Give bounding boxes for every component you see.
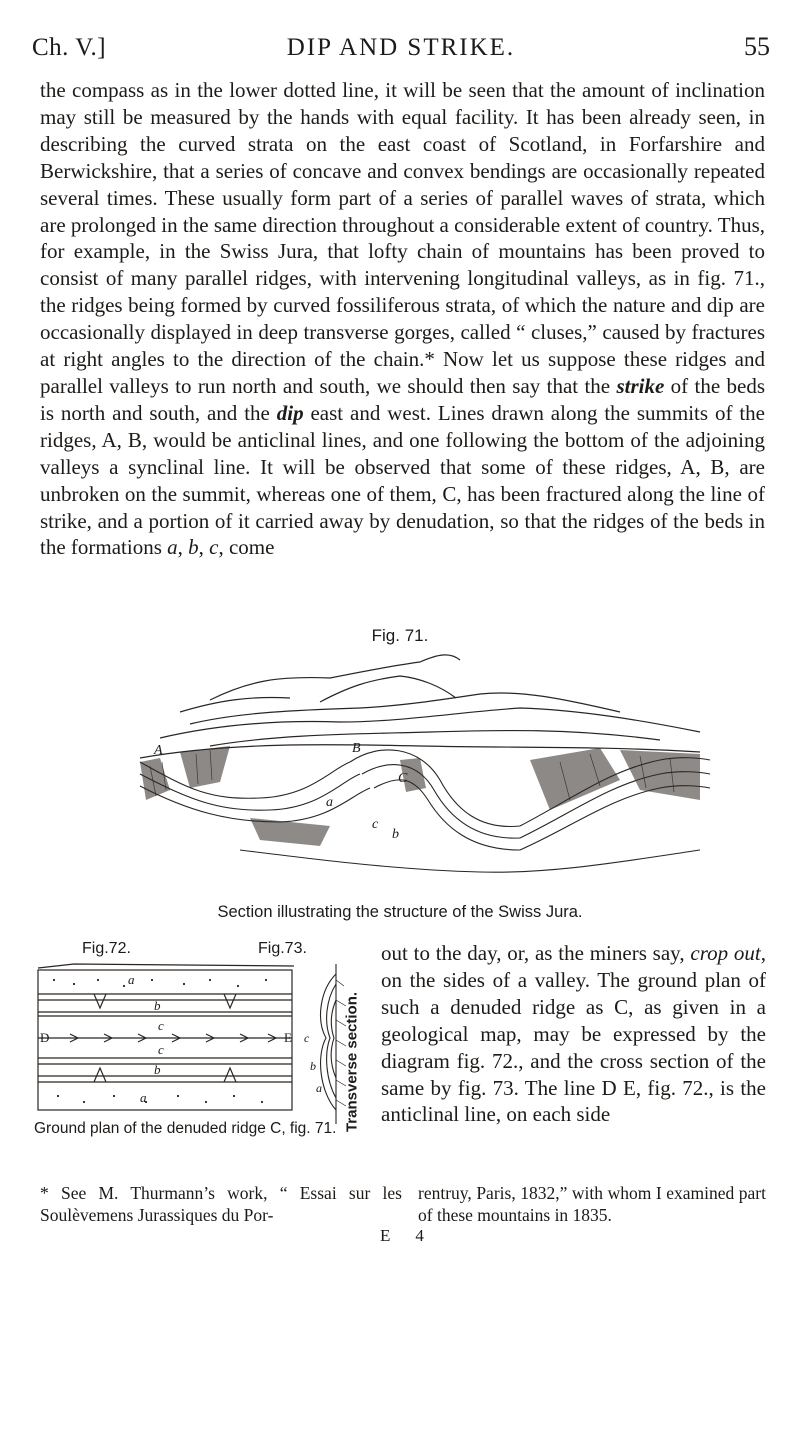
text-segment: east and west. Lines drawn along the summits of the ridges, A, B, would be anticlinal lines, and one following the bottom of the adjoining valleys a synclinal line. It will be observed that some of these ridges, A, B, are unbroken on the summit, whereas one of them, C, has been fractured along the line of strike, and a portion of it carried away by denudation, so that the ridges of the beds in the formations <box>40 400 765 560</box>
forest-hatching <box>140 758 170 800</box>
plan-frame <box>38 970 292 1110</box>
mark-A: A <box>154 743 163 758</box>
mark-a: a <box>326 795 333 810</box>
figure-72-ground-plan <box>34 960 298 1120</box>
page-number: 55 <box>744 32 770 61</box>
ridge-outline <box>160 708 700 738</box>
footnote-left-column: * See M. Thurmann’s work, “ Essai sur les Soulèvemens Jurassiques du Por- <box>40 1183 402 1225</box>
formation-a: a <box>167 535 178 560</box>
text-segment: , <box>177 535 189 560</box>
chapter-marker: Ch. V.] <box>32 34 107 61</box>
text-segment: of the beds is north and south, and the <box>40 373 765 425</box>
section-mark-a: a <box>316 1081 322 1095</box>
figure-71-jura-section <box>100 650 712 900</box>
mark-B: B <box>352 741 361 756</box>
forest-hatching <box>250 818 330 846</box>
text-segment: out to the day, or, as the miners say, <box>381 941 691 965</box>
base-line <box>240 850 700 872</box>
term-strike: strike <box>616 373 665 398</box>
dip-arrow <box>94 994 106 1008</box>
ridge-outline <box>320 676 456 702</box>
plan-mark-E: E <box>284 1030 292 1045</box>
transverse-section-text: Transverse section. <box>343 991 361 1133</box>
figure-73-label: Fig.73. <box>258 940 307 957</box>
text-segment: , <box>198 535 210 560</box>
ridge-outline <box>210 730 660 746</box>
term-dip: dip <box>276 400 304 425</box>
figure-71-caption: Section illustrating the structure of the Swiss Jura. <box>217 903 583 921</box>
plan-mark-c: c <box>158 1018 164 1033</box>
figure-72-caption: Ground plan of the denuded ridge C, fig. 71. <box>34 1120 337 1137</box>
fold-a <box>140 762 350 798</box>
mark-c: c <box>372 817 379 832</box>
section-mark-b: b <box>310 1059 316 1073</box>
figure-71-label: Fig. 71. <box>371 626 429 645</box>
plan-mark-b: b <box>154 998 161 1013</box>
forest-hatching <box>180 746 230 788</box>
fold-c <box>140 786 370 822</box>
plan-border <box>38 964 294 968</box>
text-segment: , come <box>218 535 275 560</box>
signature-number: 4 <box>415 1226 427 1245</box>
formation-b: b <box>188 535 199 560</box>
forest-hatching <box>620 750 700 800</box>
text-segment: the compass as in the lower dotted line, it will be seen that the amount of inclination may still be measured by the hands with equal facility. It has been already seen, in describing the curved strata on the east coast of Scotland, in Forfarshire and Berwickshire, that a series of concave and convex bendings are occasionally repeated several times. These usually form part of a series of parallel waves of strata, which are prolonged in the same direction throughout a considerable extent of country. Thus, for example, in the Swiss Jura, that lofty chain of mountains has been proved to consist of many parallel ridges, with intervening longitudinal valleys, as in fig. 71., the ridges being formed by curved fossiliferous strata, of which the nature and dip are occasionally displayed in deep transverse gorges, called “ cluses,” caused by fractures at right angles to the direction of the chain.* Now let us suppose these ridges and parallel valleys to run north and south, we should then say that the <box>40 78 765 398</box>
forest-hatching <box>530 748 620 810</box>
running-title: DIP AND STRIKE. <box>286 34 516 61</box>
section-mark-c: c <box>304 1031 310 1045</box>
term-crop-out: crop out <box>690 941 761 965</box>
plan-mark-D: D <box>40 1030 50 1045</box>
plan-mark-b: b <box>154 1062 161 1077</box>
fold-c-ridge <box>350 750 520 827</box>
printer-signature <box>380 1226 427 1246</box>
formation-c: c <box>209 535 219 560</box>
stratum-b <box>327 984 336 1098</box>
running-header <box>32 28 770 68</box>
plan-mark-a: a <box>140 1090 147 1105</box>
plan-mark-a: a <box>128 972 135 987</box>
transverse-section-label <box>342 992 362 1132</box>
plan-mark-c: c <box>158 1042 164 1057</box>
main-paragraph <box>40 77 765 561</box>
dip-arrow <box>224 1068 236 1082</box>
figure-72-label: Fig.72. <box>82 940 131 957</box>
signature-letter: E <box>380 1226 394 1245</box>
stratum-c <box>331 1000 336 1078</box>
fold-c-ridge <box>362 765 520 838</box>
mark-b: b <box>392 827 399 842</box>
text-segment: , on the sides of a valley. The ground plan of such a denuded ridge as C, as given in a geological map, may be expressed by the diagram fig. 72., and the cross section of the same by fig. 73. The line D E, fig. 72., is the anticlinal line, on each side <box>381 941 766 1127</box>
footnote-right-column: rentruy, Paris, 1832,” with whom I examined part of these mountains in 1835. <box>418 1183 766 1225</box>
ridge-outline <box>180 698 290 712</box>
side-paragraph <box>381 940 766 1128</box>
mark-C: C <box>398 771 408 786</box>
ridge-outline <box>210 655 460 700</box>
dip-arrow <box>94 1068 106 1082</box>
dip-arrow <box>224 994 236 1008</box>
